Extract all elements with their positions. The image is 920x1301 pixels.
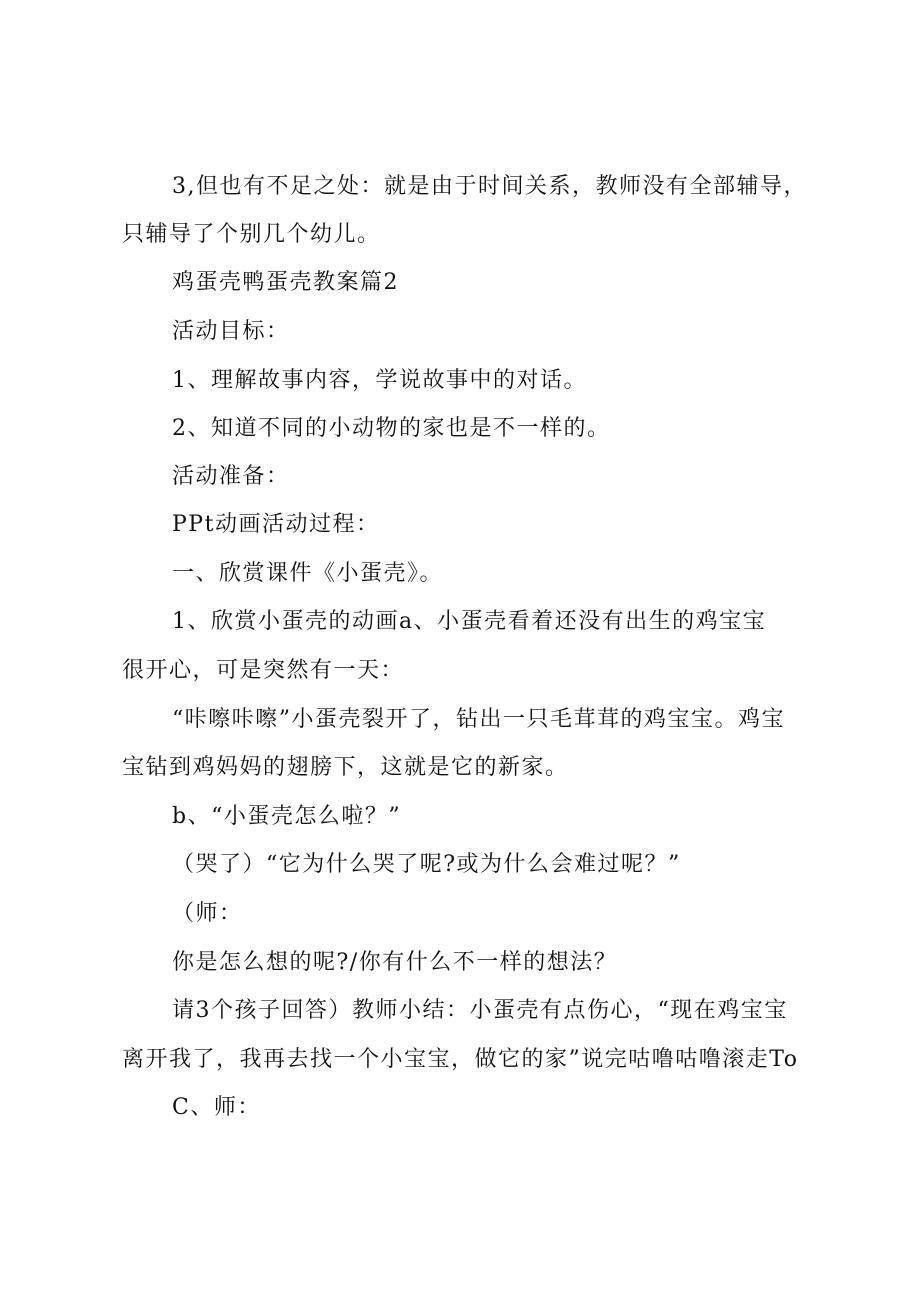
text-line: “咔嚓咔嚓”小蛋壳裂开了，钻出一只毛茸茸的鸡宝宝。鸡宝: [172, 707, 785, 732]
text-line: 你是怎么想的呢?/你有什么不一样的想法？: [172, 950, 618, 975]
text-line: 活动准备：: [172, 464, 290, 489]
text-line: 只辅导了个别几个幼儿。: [122, 222, 381, 247]
text-line: 一、欣赏课件《小蛋壳》。: [172, 561, 444, 586]
text-line: 活动目标：: [172, 319, 290, 344]
text-line: 1、欣赏小蛋壳的动画a、小蛋壳看着还没有出生的鸡宝宝: [172, 609, 767, 634]
text-line: 3,但也有不足之处：就是由于时间关系，教师没有全部辅导，: [172, 174, 807, 199]
text-line: C、师：: [172, 1095, 261, 1120]
text-line: 宝钻到鸡妈妈的翅膀下，这就是它的新家。: [122, 755, 569, 780]
text-line: 1、理解故事内容，学说故事中的对话。: [172, 368, 587, 393]
section-heading: 鸡蛋壳鸭蛋壳教案篇2: [172, 270, 399, 295]
text-line: （哭了）“它为什么哭了呢?或为什么会难过呢？”: [172, 852, 681, 877]
text-line: 2、知道不同的小动物的家也是不一样的。: [172, 416, 611, 441]
text-line: PPt动画活动过程：: [172, 512, 380, 537]
text-line: 请3个孩子回答）教师小结：小蛋壳有点伤心，“现在鸡宝宝: [172, 998, 788, 1023]
text-line: （师：: [172, 901, 243, 926]
text-line: 离开我了，我再去找一个小宝宝，做它的家”说完咕噜咕噜滚走To: [122, 1047, 799, 1072]
text-line: b、“小蛋壳怎么啦？”: [172, 804, 402, 829]
text-line: 很开心，可是突然有一天：: [122, 658, 405, 683]
